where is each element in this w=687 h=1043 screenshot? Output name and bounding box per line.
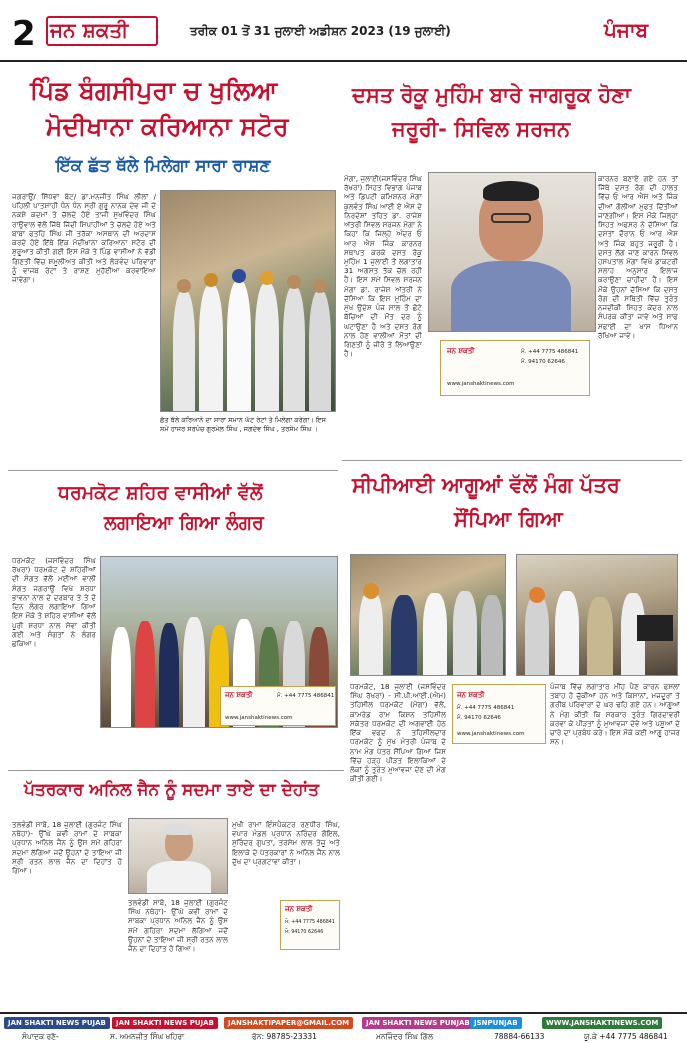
story1-caption: ਛੱਤ ਥੱਲੇ ਕਰਿਆਨੇ ਦਾ ਸਾਰਾ ਸਮਾਨ ਘੱਟ ਰੇਟਾਂ ਤੇ ਮਿਲੇਗਾ ਕਰੇਗਾ। ਇਸ ਸਮੇਂ ਹਾਜਰ ਸਰਪੰਚ ਗੁਰਮੇਲ ਸਿੰਘ , ਜਗਦੇਵ ਸਿੰਘ , ਤਰਸੇਮ ਸਿੰਘ ।: [160, 416, 327, 433]
editor-name: ਸ. ਅਮਨਜੀਤ ਸਿੰਘ ਖਹਿਰਾ: [110, 1032, 185, 1041]
story3-headline-line2: ਲਗਾਇਆ ਗਿਆ ਲੰਗਰ: [104, 512, 264, 534]
story4-photo-right: [516, 554, 678, 676]
story5-headline: ਪੱਤਰਕਾਰ ਅਨਿਲ ਜੈਨ ਨੂੰ ਸਦਮਾ ਤਾਏ ਦਾ ਦੇਹਾਂਤ: [24, 780, 319, 800]
story4-headline-line2: ਸੌਂਪਿਆ ਗਿਆ: [454, 507, 563, 531]
story2-headline-line1: ਦਸਤ ਰੋਕੂ ਮੁਹਿੰਮ ਬਾਰੇ ਜਾਗਰੂਕ ਹੋਣਾ: [352, 83, 631, 107]
instagram-link[interactable]: JAN SHAKTI NEWS PUNJAB: [362, 1017, 474, 1029]
youtube-link[interactable]: JAN SHAKTI NEWS PUJAB: [112, 1017, 218, 1029]
anil-jain-photo: [128, 818, 228, 894]
manager-phone: 78884-66133: [494, 1032, 545, 1041]
facebook-link[interactable]: JAN SHAKTI NEWS PUJAB: [4, 1017, 110, 1029]
story5-body-left: ਤਲਵੰਡੀ ਸਾਬੋ, 18 ਜੁਲਾਈ (ਗੁਰਜੰਟ ਸਿੰਘ ਨਥੇਹਾ)- ਉੱਘੇ ਕਵੀ ਰਾਮਾਂ ਦੇ ਸਾਬਕਾ ਪ੍ਰਧਾਨ ਅਨਿਲ ਜੈਨ ਨੂੰ ਉਸ ਸਮੇਂ ਗਹਿਰਾ ਸਦਮਾ ਲੱਗਿਆ ਜਦੋਂ ਉਹਨਾਂ ਦੇ ਤਾਇਆ ਜੀ ਸ੍ਰੀ ਰਤਨ ਲਾਲ ਜੈਨ ਦਾ ਦਿਹਾਂਤ ਹੋ ਗਿਆ।: [12, 820, 122, 876]
ad-phone: ਮੋ. 94170 62646: [285, 930, 324, 935]
story3-body: ਧਰਮਕੋਟ (ਜਸਵਿੰਦਰ ਸਿੰਘ ਰੱਖਰਾ) ਧਰਮਕੋਟ ਦੇ ਸ਼ਹਿਰੀਆਂ ਦੀ ਸੰਗਤ ਵੱਲੋਂ ਮਈਆਂ ਵਾਲੀ ਸੰਗਤ ਜਗਰਾਉਂ ਵਿਖੇ ਸ਼ਰਧਾ ਭਾਵਨਾ ਨਾਲ ਦੇ ਦਰਬਾਰ ਤੇ ਤੇ ਦੋ ਦਿਨ ਲੰਗਰ ਲਗਾਇਆ ਗਿਆ ਇਸ ਮੌਕੇ ਤੇ ਸ਼ਹਿਰ ਵਾਸੀਆਂ ਵੱਲੋਂ ਪੂਰੀ ਸ਼ਰਧਾ ਨਾਲ ਸੇਵਾ ਕੀਤੀ ਗਈ ਅਤੇ ਸੰਗਤਾਂ ਨੇ ਲੰਗਰ ਛਕਿਆ।: [12, 556, 96, 648]
story1-subhead: ਇੱਕ ਛੱਤ ਥੱਲੇ ਮਿਲੇਗਾ ਸਾਰਾ ਰਾਸ਼ਣ: [56, 156, 271, 176]
story2-body-left: ਮੋਗਾ, ਜੁਲਾਈ(ਜਸਵਿੰਦਰ ਸਿੰਘ ਰੱਖਰਾ) ਸਿਹਤ ਵਿਭਾਗ ਪੰਜਾਬ ਅਤੇ ਡਿਪਟੀ ਕਮਿਸ਼ਨਰ ਮੋਗਾ ਕੁਲਵੰਤ ਸਿੰਘ ਆਈ ਏ ਐਸ ਦੇ ਨਿਰਦੇਸ਼ਾਂ ਤਹਿਤ ਡਾ. ਰਾਜੇਸ਼ ਅੱਤਰੀ ਸਿਵਲ ਸਰਜਨ ਮੋਗਾ ਨੇ ਕਿਹਾ ਕਿ ਜਿਲ੍ਹੇ ਅੰਦਰ ਓ ਆਰ ਐਸ ਜਿੰਕ ਕਾਰਨਰ ਸਥਾਪਤ ਕਰਕੇ ਦਸਤ ਰੋਕੂ ਮੁਹਿੰਮ 1 ਜੁਲਾਈ ਤੋਂ ਲਗਾਤਾਰ 31 ਅਗਸਤ ਤੱਕ ਚੱਲ ਰਹੀ ਹੈ। ਇਸ ਸਮੇਂ ਸਿਵਲ ਸਰਜਨ ਮੋਗਾ ਡਾ. ਰਾਜੇਸ਼ ਅੱਤਰੀ ਨੇ ਦੱਸਿਆ ਕਿ ਇਸ ਮੁਹਿੰਮ ਦਾ ਮੁੱਖ ਉਦੇਸ਼ ਪੰਜ ਸਾਲ ਤੋਂ ਛੋਟੇ ਬੱਚਿਆਂ ਦੀ ਮੌਤ ਦਰ ਨੂੰ ਘਟਾਉਣਾ ਹੈ ਅਤੇ ਦਸਤ ਰੋਗ ਨਾਲ ਹੋਣ ਵਾਲੀਆਂ ਮੌਤਾਂ ਦੀ ਗਿਣਤੀ ਨੂੰ ਜੀਰੋ ਤੇ ਲਿਆਉਣਾ ਹੈ।: [344, 174, 422, 359]
story5-ad: [280, 900, 340, 950]
ad-website: www.janshaktinews.com: [457, 731, 525, 737]
story4-photo-left: [350, 554, 506, 676]
story1-headline-line1: ਪਿੰਡ ਬੰਗਸੀਪੁਰਾ ਚ ਖੁਲਿਆ: [30, 76, 278, 105]
ad-title: ਜਨ ਸ਼ਕਤੀ: [447, 347, 475, 355]
ad-title: ਜਨ ਸ਼ਕਤੀ: [225, 691, 253, 699]
twitter-link[interactable]: JSNPUNJAB: [470, 1017, 522, 1029]
ad-website: www.janshaktinews.com: [225, 715, 293, 721]
story5-body-middle: ਤਲਵੰਡੀ ਸਾਬੋ, 18 ਜੁਲਾਈ (ਗੁਰਜੰਟ ਸਿੰਘ ਨਥੇਹਾ)- ਉੱਘੇ ਕਵੀ ਰਾਮਾਂ ਦੇ ਸਾਬਕਾ ਪ੍ਰਧਾਨ ਅਨਿਲ ਜੈਨ ਨੂੰ ਉਸ ਸਮੇਂ ਗਹਿਰਾ ਸਦਮਾ ਲੱਗਿਆ ਜਦੋਂ ਉਹਨਾਂ ਦੇ ਤਾਇਆ ਜੀ ਸ੍ਰੀ ਰਤਨ ਲਾਲ ਜੈਨ ਦਾ ਦਿਹਾਂਤ ਹੋ ਗਿਆ।: [128, 898, 228, 954]
ad-phone: ਮੋ. +44 7775 486841: [277, 693, 335, 699]
story1-headline-line2: ਮੋਦੀਖਾਨਾ ਕਰਿਆਨਾ ਸਟੋਰ: [46, 112, 289, 141]
ad-phone: ਮੋ. +44 7775 486841: [521, 349, 579, 355]
ad-phone: ਮੋ. +44 7775 486841: [457, 705, 515, 711]
page-number: 2: [12, 14, 36, 54]
civil-surgeon-photo: [428, 172, 596, 332]
story2-ad: [440, 340, 590, 396]
edition-date: ਤਰੀਕ 01 ਤੋਂ 31 ਜੁਲਾਈ ਅਡੀਸ਼ਨ 2023 (19 ਜੁਲਾਈ): [190, 24, 451, 38]
manager-name: ਮਨਜਿੰਦਰ ਸਿੰਘ ਗਿੱਲ: [376, 1032, 434, 1041]
newspaper-logo: ਜਨ ਸ਼ਕਤੀ: [50, 18, 129, 42]
section-name: ਪੰਜਾਬ: [604, 18, 649, 42]
editor-label: ਸੰਪਾਦਕ ਰਣੋ-: [22, 1032, 59, 1041]
story4-ad: [452, 684, 546, 744]
email-link[interactable]: JANSHAKTIPAPER@GMAIL.COM: [224, 1017, 353, 1029]
ad-website: www.janshaktinews.com: [447, 381, 515, 387]
story1-photo: [160, 190, 336, 412]
ad-phone: ਮੋ. 94170 62646: [521, 359, 565, 365]
story2-headline-line2: ਜਰੂਰੀ- ਸਿਵਿਲ ਸਰਜਨ: [392, 117, 571, 141]
ad-title: ਜਨ ਸ਼ਕਤੀ: [457, 691, 485, 699]
story1-body: ਜਗਰਾਉਂ/ ਸਿੱਧਵਾਂ ਬੇਟ/ ਡਾ.ਮਨਜੀਤ ਸਿੰਘ ਲੀਲਾਂ / ਪਹਿਲੀ ਪਾਤਸ਼ਾਹੀ ਧੰਨ ਧੰਨ ਸ੍ਰੀ ਗੁਰੂ ਨਾਨਕ ਦੇਵ ਜੀ ਦੇ ਨਕਸ਼ੇ ਕਦਮਾਂ ਤੇ ਚੱਲਦੇ ਹੋਏ ਤਾਜੀ ਸੁਖਵਿੰਦਰ ਸਿੰਘ ਰਾਉਵਾਲ ਵੱਲੋਂ ਜਿੱਥੇ ਜਿੱਦੀ ਸਿਪਾਹੀਆਂ ਤੇ ਚੱਲਦੇ ਹੋਏ ਅਤੇ ਬਾਬਾ ਫਤਹਿ ਸਿੰਘ ਜੀ ਤਰੱਕਾ ਅਸਥਾਨ ਦੀ ਅਰਦਾਸ ਕਰਦੇ ਹੋਏ ਇੱਥੇ ਇੱਕ ਮੋਦੀਖਾਨਾ ਕਰਿਆਨਾ ਸਟੋਰ ਦੀ ਸ਼ੁਰੂਆਤ ਕੀਤੀ ਗਈ ਇਸ ਮੌਕੇ ਤੇ ਪਿੰਡ ਵਾਸੀਆਂ ਨੇ ਵੱਡੀ ਗਿਣਤੀ ਵਿੱਚ ਸ਼ਮੂਲੀਅਤ ਕੀਤੀ ਅਤੇ ਲੋੜਵੰਦ ਪਰਿਵਾਰਾਂ ਨੂੰ ਵਾਜਬ ਰੇਟਾਂ ਤੇ ਰਾਸ਼ਣ ਮੁਹੱਈਆ ਕਰਵਾਇਆ ਜਾਵੇਗਾ।: [12, 192, 156, 284]
story4-body-left: ਧਰਮਕੋਟ, 18 ਜੁਲਾਈ (ਜਸਵਿੰਦਰ ਸਿੰਘ ਰੱਖਰਾ) - ਸੀ.ਪੀ.ਆਈ.(ਐਮ) ਤਹਿਸੀਲ ਧਰਮਕੋਟ (ਮੋਗਾ) ਵੱਲੋਂ, ਕਾਮਰੇਡ ਰਾਮ ਕਿਸ਼ਨ ਤਹਿਸੀਲ ਸਕੱਤਰ ਧਰਮਕੋਟ ਦੀ ਅਗਵਾਈ ਹੇਠ ਇੱਕ ਵਫਦ ਨੇ ਤਹਿਸੀਲਦਾਰ ਧਰਮਕੋਟ ਨੂੰ ਮੁੱਖ ਮੰਤਰੀ ਪੰਜਾਬ ਦੇ ਨਾਮ ਮੰਗ ਪੱਤਰ ਸੌਂਪਿਆ ਗਿਆ ਜਿਸ ਵਿੱਚ ਹੜ੍ਹ ਪੀੜਤ ਇਲਾਕਿਆਂ ਦੇ ਲੋਕਾਂ ਨੂੰ ਤੁਰੰਤ ਮੁਆਵਜਾ ਦੇਣ ਦੀ ਮੰਗ ਕੀਤੀ ਗਈ।: [350, 682, 446, 784]
story3-headline-line1: ਧਰਮਕੋਟ ਸ਼ਹਿਰ ਵਾਸੀਆਂ ਵੱਲੋਂ: [58, 482, 263, 504]
footer: [0, 1012, 687, 1043]
ad-phone: ਮੋ. +44 7775 486841: [285, 920, 335, 925]
story4-headline-line1: ਸੀਪੀਆਈ ਆਗੂਆਂ ਵੱਲੋਂ ਮੰਗ ਪੱਤਰ: [352, 473, 620, 497]
masthead: [0, 0, 687, 62]
story3-ad: [220, 686, 336, 726]
story4-body-right: ਪੰਜਾਬ ਵਿੱਚ ਲਗਾਤਾਰ ਮੀਂਹ ਪੈਣ ਕਾਰਨ ਫਸਲਾਂ ਤਬਾਹ ਹੋ ਚੁੱਕੀਆਂ ਹਨ ਅਤੇ ਕਿਸਾਨਾਂ, ਮਜਦੂਰਾਂ ਤੇ ਗਰੀਬ ਪਰਿਵਾਰਾਂ ਦੇ ਘਰ ਢਹਿ ਗਏ ਹਨ। ਆਗੂਆਂ ਨੇ ਮੰਗ ਕੀਤੀ ਕਿ ਸਰਕਾਰ ਤੁਰੰਤ ਗਿਰਦਾਵਰੀ ਕਰਵਾ ਕੇ ਪੀੜਤਾਂ ਨੂੰ ਮੁਆਵਜਾ ਦੇਵੇ ਅਤੇ ਪਸ਼ੂਆਂ ਦੇ ਚਾਰੇ ਦਾ ਪ੍ਰਬੰਧ ਕਰੇ। ਇਸ ਮੌਕੇ ਕਈ ਆਗੂ ਹਾਜਰ ਸਨ।: [550, 682, 680, 747]
uk-phone: ਯੂ.ਕੇ +44 7775 486841: [584, 1032, 668, 1041]
story2-body-right: ਕਾਰਨਰ ਬਣਾਏ ਗਏ ਹਨ ਤਾਂ ਜਿੱਥੇ ਦਸਤ ਰੋਗ ਦੀ ਹਾਲਤ ਵਿੱਚ ਓ ਆਰ ਐਸ ਅਤੇ ਜਿੰਕ ਦੀਆਂ ਗੋਲੀਆਂ ਮੁਫਤ ਦਿੱਤੀਆਂ ਜਾਣਗੀਆਂ। ਇਸ ਮੌਕੇ ਜਿਲ੍ਹਾ ਸਿਹਤ ਅਫਸਰ ਨੇ ਦੱਸਿਆ ਕਿ ਦਸਤਾਂ ਦੌਰਾਨ ਓ ਆਰ ਐਸ ਅਤੇ ਜਿੰਕ ਬਹੁਤ ਜਰੂਰੀ ਹੈ। ਦਸਤ ਲੱਗ ਜਾਣ ਕਾਰਨ ਸਿਵਲ ਹਸਪਤਾਲ ਮੋਗਾ ਵਿਖੇ ਡਾਕਟਰੀ ਸਲਾਹ ਅਨੁਸਾਰ ਇਲਾਜ ਕਰਾਉਣਾ ਚਾਹੀਦਾ ਹੈ। ਇਸ ਮੌਕੇ ਉਹਨਾਂ ਦੱਸਿਆ ਕਿ ਦਸਤ ਰੋਗ ਦੀ ਸਥਿਤੀ ਵਿੱਚ ਤੁਰੰਤ ਨਜਦੀਕੀ ਸਿਹਤ ਕੇਂਦਰ ਨਾਲ ਸੰਪਰਕ ਕੀਤਾ ਜਾਵੇ ਅਤੇ ਸਾਫ ਸਫਾਈ ਦਾ ਖਾਸ ਧਿਆਨ ਰੱਖਿਆ ਜਾਵੇ।: [598, 174, 678, 340]
ad-title: ਜਨ ਸ਼ਕਤੀ: [285, 905, 313, 913]
story5-body-right: ਮੁਖੀ ਰਾਮਾਂ ਇੰਸਪੈਕਟਰ ਰਣਧੀਰ ਸਿੰਘ, ਵਪਾਰ ਮੰਡਲ ਪ੍ਰਧਾਨ ਨਰਿੰਦਰ ਗੋਇਲ, ਸੁਰਿੰਦਰ ਗੁਪਤਾ, ਤਰਸੇਮ ਲਾਲ ਤੇਜੂ ਅਤੇ ਇਲਾਕੇ ਦੇ ਪੱਤਰਕਾਰਾਂ ਨੇ ਅਨਿਲ ਜੈਨ ਨਾਲ ਦੁੱਖ ਦਾ ਪ੍ਰਗਟਾਵਾ ਕੀਤਾ।: [232, 820, 340, 866]
website-link[interactable]: WWW.JANSHAKTINEWS.COM: [542, 1017, 662, 1029]
ad-phone: ਮੋ. 94170 62646: [457, 715, 501, 721]
editor-phone: ਫੋਨ: 98785-23331: [252, 1032, 317, 1041]
